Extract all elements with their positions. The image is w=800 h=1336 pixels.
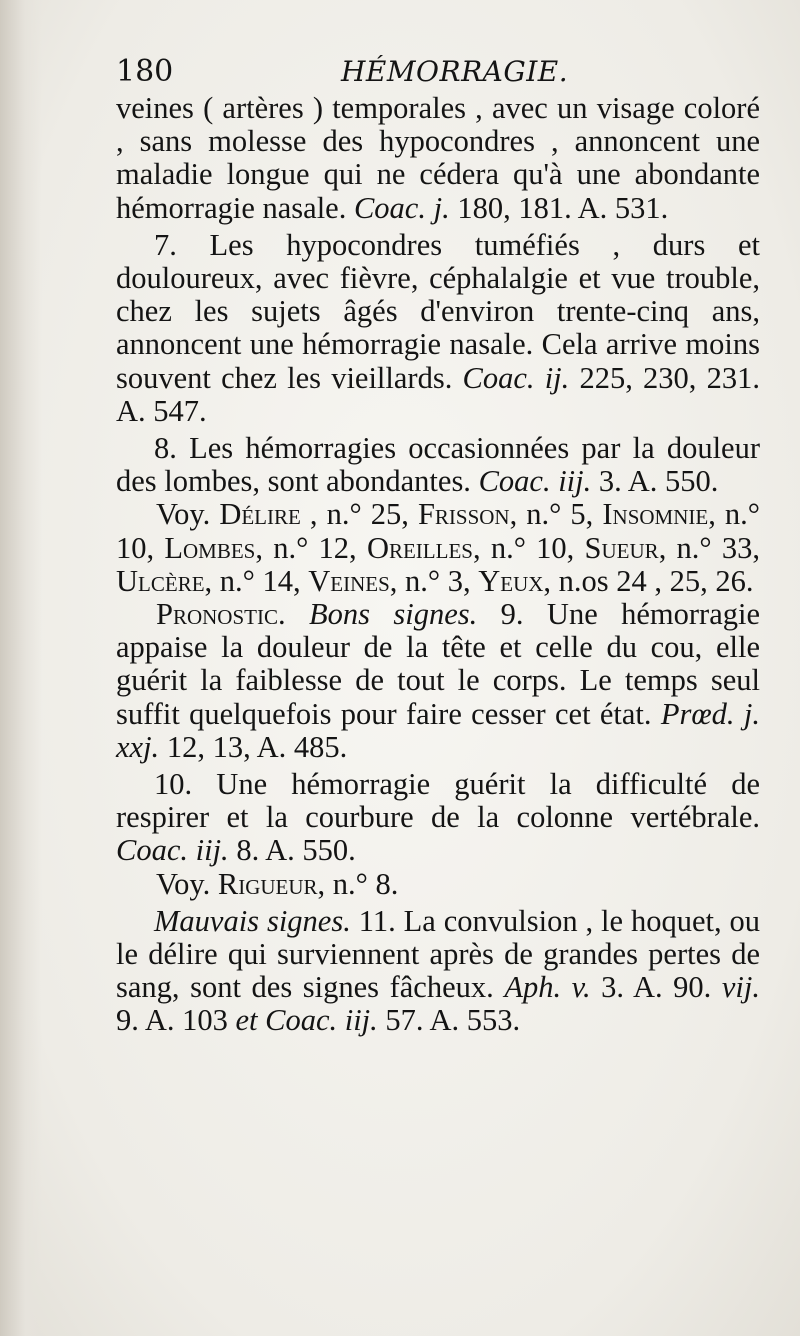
voy-lead: Voy. [156, 497, 220, 532]
citation: Coac. j. [353, 190, 450, 225]
xref-number: , n.° 8. [317, 866, 399, 901]
paragraph-text: veines ( artères ) temporales , avec un visage coloré , sans molesse des hypocondres , annoncent une maladie longue qui ne cédera qu'à une abondante hémorragie nasale. [116, 91, 760, 225]
xref-term: Sueur [584, 530, 659, 565]
subsection-heading: Mauvais signes. [154, 903, 351, 938]
citation-numbers: 3. A. 550. [591, 464, 719, 499]
paragraph-text: 11. La convulsion , le hoquet, ou le délire qui surviennent après de grandes pertes de sang, sont des signes fâcheux. [116, 903, 760, 1005]
running-title: HÉMORRAGIE. [341, 55, 569, 88]
page-number: 180 [116, 54, 174, 89]
citation: Coac. iij. [478, 464, 592, 499]
section-label: Pronostic. [156, 597, 286, 632]
page-gutter-shadow [0, 0, 42, 1336]
paragraph-11-mauvais-signes [116, 905, 760, 1038]
citation-numbers: 3. A. 90. [590, 970, 722, 1005]
xref-number: , n.° 33, [658, 530, 761, 565]
paragraph-7 [116, 229, 760, 428]
cross-reference-voy [116, 868, 760, 901]
xref-term: Frisson [417, 497, 510, 532]
xref-term: Yeux [478, 563, 544, 598]
citation-numbers: 180, 181. A. 531. [449, 190, 669, 225]
xref-number: , n.° 12, [255, 530, 367, 565]
body-text [116, 92, 760, 1038]
paragraph-continuation [116, 92, 760, 225]
xref-number: , n.° 25, [300, 497, 418, 532]
paragraph-8 [116, 432, 760, 498]
xref-term: Oreilles [366, 530, 473, 565]
paragraph-text: 9. Une hémorragie appaise la douleur de la tête et celle du cou, elle guérit la faiblesse de tout le corps. Le temps seul suffit quelquefois pour faire cesser cet état. [116, 597, 760, 731]
running-head [116, 52, 760, 92]
paragraph-text: 10. Une hémorragie guérit la difficulté de respirer et la courbure de la colonne vertébrale. [116, 767, 760, 835]
paragraph-10 [116, 768, 760, 868]
cross-reference-voy [116, 498, 760, 598]
xref-term: Rigueur [217, 866, 318, 901]
citation: Coac. iij. [116, 833, 229, 868]
citation-numbers: 57. A. 553. [377, 1003, 521, 1038]
xref-term: Ulcère [116, 563, 205, 598]
paragraph-9-pronostic [116, 598, 760, 764]
xref-term: Veines [308, 563, 390, 598]
xref-number: , n.° 10, [472, 530, 585, 565]
xref-number: , n.° 3, [389, 563, 479, 598]
subsection-heading: Bons signes. [285, 597, 478, 632]
xref-term: Insomnie [602, 497, 709, 532]
citation: Aph. v. [504, 970, 591, 1005]
citation-numbers: 225, 230, 231. A. 547. [116, 360, 760, 428]
citation-numbers: 9. A. 103 [116, 1003, 236, 1038]
paragraph-text: 8. Les hémorragies occasionnées par la douleur des lombes, sont abondantes. [116, 431, 760, 499]
voy-lead: Voy. [156, 866, 218, 901]
citation: Coac. ij. [462, 360, 570, 395]
xref-term: Délire [219, 497, 301, 532]
xref-number: , n.° 10, [116, 497, 760, 565]
paragraph-text: 7. Les hypocondres tuméfiés , durs et douloureux, avec fièvre, céphalalgie et vue trouble, chez les sujets âgés d'environ trente-cinq ans, annoncent une hémorragie nasale. Cela arrive moins souvent chez les vieillards. [116, 227, 760, 395]
xref-number: , n.° 5, [509, 497, 603, 532]
xref-number: , n.° 14, [204, 563, 309, 598]
citation-numbers: 12, 13, A. 485. [159, 729, 348, 764]
citation: vij. [721, 970, 761, 1005]
citation-numbers: 8. A. 550. [228, 833, 356, 868]
citation: Prœd. j. xxj. [116, 696, 760, 764]
citation: et Coac. iij. [235, 1003, 378, 1038]
xref-term: Lombes [164, 530, 256, 565]
xref-number: , n.os 24 , 25, 26. [543, 563, 754, 598]
